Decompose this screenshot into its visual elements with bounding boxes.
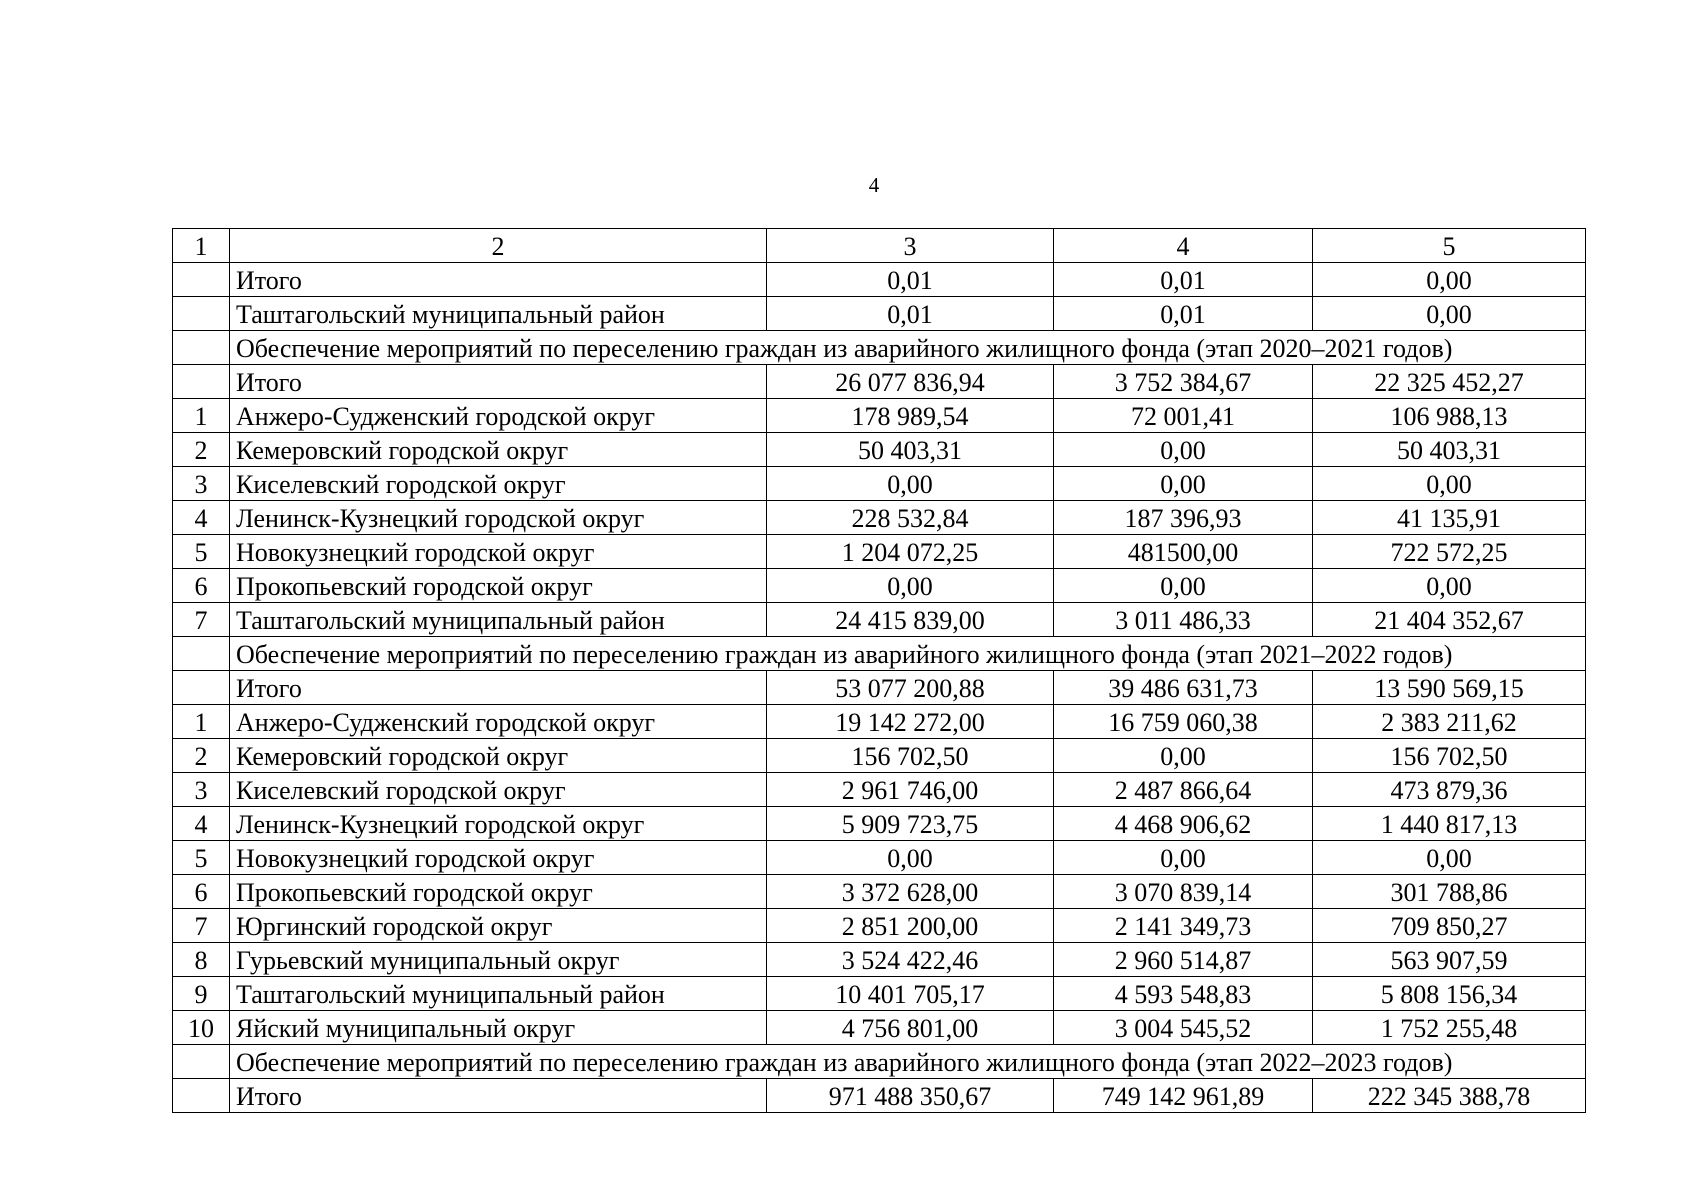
row-name: Таштагольский муниципальный район [230,977,767,1011]
row-name: Ленинск-Кузнецкий городской округ [230,807,767,841]
header-cell-1: 1 [173,229,230,263]
row-name: Гурьевский муниципальный округ [230,943,767,977]
row-value-4: 2 141 349,73 [1054,909,1313,943]
row-value-5: 563 907,59 [1313,943,1586,977]
row-value-3: 0,01 [767,263,1054,297]
row-value-4: 3 752 384,67 [1054,365,1313,399]
row-value-3: 178 989,54 [767,399,1054,433]
row-value-5: 722 572,25 [1313,535,1586,569]
row-value-5: 0,00 [1313,841,1586,875]
row-name: Ленинск-Кузнецкий городской округ [230,501,767,535]
row-number: 4 [173,807,230,841]
table-row [173,467,1586,501]
row-name: Новокузнецкий городской округ [230,841,767,875]
row-number: 3 [173,467,230,501]
table-row [173,297,1586,331]
row-value-4: 749 142 961,89 [1054,1079,1313,1113]
row-value-5: 0,00 [1313,569,1586,603]
row-value-3: 50 403,31 [767,433,1054,467]
section-title: Обеспечение мероприятий по переселению граждан из аварийного жилищного фонда (этап 2021–2022 годов) [230,637,1586,671]
row-name: Итого [230,671,767,705]
row-value-4: 0,00 [1054,569,1313,603]
header-cell-2: 2 [230,229,767,263]
row-name: Итого [230,263,767,297]
table-row [173,365,1586,399]
row-value-3: 1 204 072,25 [767,535,1054,569]
table-row [173,841,1586,875]
row-name: Киселевский городской округ [230,467,767,501]
row-value-3: 156 702,50 [767,739,1054,773]
row-value-3: 0,00 [767,841,1054,875]
row-value-5: 473 879,36 [1313,773,1586,807]
row-value-3: 2 851 200,00 [767,909,1054,943]
section-row [173,331,1586,365]
row-value-5: 0,00 [1313,467,1586,501]
row-value-5: 0,00 [1313,297,1586,331]
row-name: Таштагольский муниципальный район [230,603,767,637]
section-title: Обеспечение мероприятий по переселению граждан из аварийного жилищного фонда (этап 2022–2023 годов) [230,1045,1586,1079]
row-number: 1 [173,705,230,739]
table-row [173,773,1586,807]
row-name: Анжеро-Судженский городской округ [230,705,767,739]
row-number: 6 [173,569,230,603]
table-row [173,705,1586,739]
row-value-4: 2 487 866,64 [1054,773,1313,807]
row-name: Кемеровский городской округ [230,739,767,773]
row-value-3: 971 488 350,67 [767,1079,1054,1113]
row-value-3: 24 415 839,00 [767,603,1054,637]
row-value-3: 228 532,84 [767,501,1054,535]
row-number [173,365,230,399]
row-number: 5 [173,841,230,875]
header-cell-4: 4 [1054,229,1313,263]
row-value-3: 0,00 [767,569,1054,603]
table-row [173,399,1586,433]
row-value-5: 106 988,13 [1313,399,1586,433]
row-name: Прокопьевский городской округ [230,569,767,603]
table-row [173,433,1586,467]
row-number: 7 [173,603,230,637]
row-value-3: 4 756 801,00 [767,1011,1054,1045]
table-row [173,671,1586,705]
table-row [173,977,1586,1011]
data-table [172,228,1586,1113]
table-row [173,501,1586,535]
row-number [173,1045,230,1079]
header-cell-3: 3 [767,229,1054,263]
section-row [173,637,1586,671]
row-value-3: 0,01 [767,297,1054,331]
row-value-4: 2 960 514,87 [1054,943,1313,977]
row-value-3: 10 401 705,17 [767,977,1054,1011]
row-value-4: 3 070 839,14 [1054,875,1313,909]
table-row [173,535,1586,569]
row-value-4: 3 011 486,33 [1054,603,1313,637]
row-value-4: 481500,00 [1054,535,1313,569]
row-number [173,297,230,331]
row-value-5: 2 383 211,62 [1313,705,1586,739]
row-value-4: 0,00 [1054,433,1313,467]
row-value-5: 41 135,91 [1313,501,1586,535]
row-name: Яйский муниципальный округ [230,1011,767,1045]
table-row [173,739,1586,773]
row-value-5: 50 403,31 [1313,433,1586,467]
row-name: Итого [230,1079,767,1113]
row-number: 2 [173,739,230,773]
row-value-4: 0,01 [1054,263,1313,297]
row-value-3: 53 077 200,88 [767,671,1054,705]
table-row [173,909,1586,943]
section-row [173,1045,1586,1079]
row-number: 8 [173,943,230,977]
row-value-3: 19 142 272,00 [767,705,1054,739]
row-value-5: 156 702,50 [1313,739,1586,773]
row-name: Юргинский городской округ [230,909,767,943]
row-name: Анжеро-Судженский городской округ [230,399,767,433]
row-name: Таштагольский муниципальный район [230,297,767,331]
row-name: Итого [230,365,767,399]
table-row [173,1011,1586,1045]
table-row [173,263,1586,297]
table-body [173,263,1586,1113]
row-number: 10 [173,1011,230,1045]
table-row [173,1079,1586,1113]
row-value-5: 0,00 [1313,263,1586,297]
header-cell-5: 5 [1313,229,1586,263]
row-value-4: 3 004 545,52 [1054,1011,1313,1045]
row-value-5: 222 345 388,78 [1313,1079,1586,1113]
row-number [173,331,230,365]
row-number: 4 [173,501,230,535]
row-value-4: 16 759 060,38 [1054,705,1313,739]
row-value-5: 13 590 569,15 [1313,671,1586,705]
header-row [173,229,1586,263]
row-number: 9 [173,977,230,1011]
row-value-3: 0,00 [767,467,1054,501]
row-value-4: 187 396,93 [1054,501,1313,535]
row-number: 5 [173,535,230,569]
table-row [173,807,1586,841]
row-number: 2 [173,433,230,467]
row-name: Новокузнецкий городской округ [230,535,767,569]
table-row [173,943,1586,977]
row-value-4: 0,00 [1054,467,1313,501]
row-value-5: 21 404 352,67 [1313,603,1586,637]
page-number: 4 [868,173,880,197]
row-value-5: 1 440 817,13 [1313,807,1586,841]
row-value-4: 4 593 548,83 [1054,977,1313,1011]
row-number [173,1079,230,1113]
row-number [173,263,230,297]
row-value-4: 0,01 [1054,297,1313,331]
row-number: 1 [173,399,230,433]
row-value-5: 1 752 255,48 [1313,1011,1586,1045]
row-value-5: 5 808 156,34 [1313,977,1586,1011]
section-title: Обеспечение мероприятий по переселению граждан из аварийного жилищного фонда (этап 2020–2021 годов) [230,331,1586,365]
row-value-5: 709 850,27 [1313,909,1586,943]
row-value-5: 301 788,86 [1313,875,1586,909]
row-name: Прокопьевский городской округ [230,875,767,909]
row-number: 6 [173,875,230,909]
table-row [173,875,1586,909]
row-name: Кемеровский городской округ [230,433,767,467]
row-number: 3 [173,773,230,807]
row-value-3: 26 077 836,94 [767,365,1054,399]
row-value-4: 0,00 [1054,739,1313,773]
row-value-4: 39 486 631,73 [1054,671,1313,705]
row-number [173,671,230,705]
row-value-3: 5 909 723,75 [767,807,1054,841]
row-number: 7 [173,909,230,943]
row-value-4: 72 001,41 [1054,399,1313,433]
row-value-4: 0,00 [1054,841,1313,875]
row-value-3: 2 961 746,00 [767,773,1054,807]
table-row [173,603,1586,637]
row-number [173,637,230,671]
row-value-3: 3 372 628,00 [767,875,1054,909]
table-row [173,569,1586,603]
row-value-4: 4 468 906,62 [1054,807,1313,841]
row-value-5: 22 325 452,27 [1313,365,1586,399]
row-value-3: 3 524 422,46 [767,943,1054,977]
row-name: Киселевский городской округ [230,773,767,807]
